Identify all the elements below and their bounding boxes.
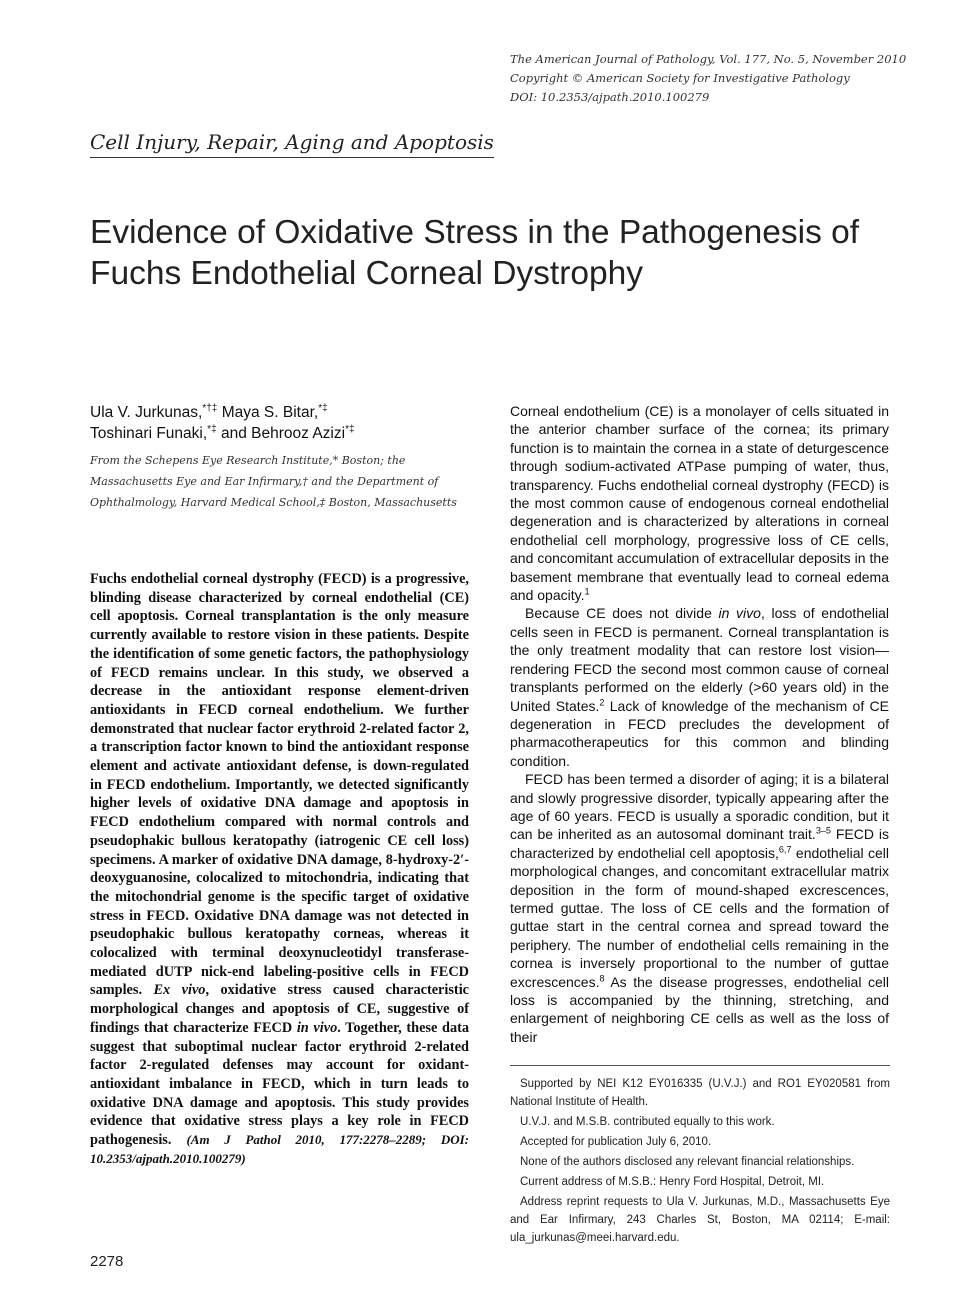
- author-name: Maya S. Bitar,: [217, 404, 319, 421]
- reference-marker: 3–5: [815, 825, 831, 836]
- journal-header: [510, 50, 950, 107]
- reference-marker: 8: [599, 972, 605, 983]
- paragraph-text: Because CE does not divide: [525, 605, 719, 622]
- paragraph-text: Corneal endothelium (CE) is a monolayer of cells situated in the anterior chamber surface of the cornea; its primary function is to maintain the cornea in a state of deturgescence through sodium-activated ATPase pumping of water, thus, transparency. Fuchs endothelial corneal dystrophy (FECD) is the most common cause of endogenous corneal endothelial degeneration and is characterized by alterations in corneal endothelial cell morphology, progressive loss of CE cells, and concomitant accumulation of extracellular deposits in the basement membrane that eventually lead to corneal edema and opacity.: [510, 403, 889, 604]
- journal-copyright: Copyright © American Society for Investigative Pathology: [510, 71, 850, 85]
- footnote-disclosure: None of the authors disclosed any relevant financial relationships.: [520, 1156, 855, 1168]
- journal-citation: The American Journal of Pathology, Vol. 177, No. 5, November 2010: [510, 52, 907, 66]
- footnote-contribution: U.V.J. and M.S.B. contributed equally to this work.: [520, 1116, 775, 1128]
- author-name: Toshinari Funaki,: [90, 425, 208, 442]
- abstract-text: . Together, these data suggest that suboptimal nuclear factor erythroid 2-related factor 2-regulated defenses may account for oxidant-antioxidant imbalance in FECD, which in turn leads to oxidative DNA damage and apoptosis. This study provides evidence that oxidative stress plays a key role in FECD pathogenesis.: [90, 1019, 469, 1149]
- abstract-italic-term: Ex vivo: [153, 982, 206, 999]
- author-name: Ula V. Jurkunas,: [90, 404, 203, 421]
- abstract-citation: (Am J Pathol 2010, 177:2278–2289; DOI: 10.2353/ajpath.2010.100279): [90, 1132, 469, 1166]
- page-number: 2278: [90, 1253, 124, 1270]
- paragraph-text: FECD is characterized by endothelial cell apoptosis,: [510, 826, 889, 861]
- journal-doi: DOI: 10.2353/ajpath.2010.100279: [510, 90, 710, 104]
- author-affiliation-marks: *‡: [207, 423, 217, 435]
- footnote-accepted: Accepted for publication July 6, 2010.: [520, 1136, 712, 1148]
- section-heading: Cell Injury, Repair, Aging and Apoptosis: [90, 130, 494, 158]
- body-text: [510, 402, 889, 1046]
- paragraph-text: Lack of knowledge of the mechanism of CE degeneration in FECD precludes the development of pharmacotherapeutics for this common and blinding condition.: [510, 697, 889, 769]
- footnote-divider: [510, 1065, 890, 1066]
- affiliations: From the Schepens Eye Research Institute,* Boston; the Massachusetts Eye and Ear Infirmary,† and the Department of Ophthalmology, Harvard Medical School,‡ Boston, Massachusetts: [90, 454, 457, 509]
- abstract: [90, 570, 469, 1169]
- author-affiliation-marks: *‡: [318, 402, 328, 414]
- author-name: and Behrooz Azizi: [216, 425, 346, 442]
- abstract-text: , oxidative stress caused characteristic morphological changes and apoptosis of CE, suggestive of findings that characterize FECD: [90, 982, 470, 1036]
- paragraph-text: FECD has been termed a disorder of aging; it is a bilateral and slowly progressive disorder, typically appearing after the age of 60 years. FECD is usually a sporadic condition, but it can be inherited as an autosomal dominant trait.: [510, 771, 889, 843]
- body-paragraph: [510, 770, 889, 1046]
- author-list: [90, 402, 500, 444]
- footnote-funding: Supported by NEI K12 EY016335 (U.V.J.) and RO1 EY020581 from National Institute of Health.: [510, 1078, 890, 1108]
- article-title: Evidence of Oxidative Stress in the Pathogenesis of Fuchs Endothelial Corneal Dystrophy: [90, 214, 860, 292]
- body-paragraph: [510, 402, 889, 604]
- author-affiliation-marks: *‡: [345, 423, 355, 435]
- paragraph-text: As the disease progresses, endothelial cell loss is accompanied by the thinning, stretching, and enlargement of neighboring CE cells as well as the loss of their: [510, 973, 889, 1045]
- footnote-current-address: Current address of M.S.B.: Henry Ford Hospital, Detroit, MI.: [520, 1176, 825, 1188]
- paragraph-text: endothelial cell morphological changes, and concomitant extracellular matrix deposition in the form of mound-shaped excrescences, termed guttae. The loss of CE cells and the formation of guttae start in the central cornea and spread toward the periphery. The number of endothelial cells remaining in the cornea is inversely proportional to the number of guttae excrescences.: [510, 844, 890, 990]
- abstract-text: Fuchs endothelial corneal dystrophy (FECD) is a progressive, blinding disease characterized by corneal endothelial (CE) cell apoptosis. Corneal transplantation is the only measure currently available to restore vision in these patients. Despite the identification of some genetic factors, the pathophysiology of FECD remains unclear. In this study, we observed a decrease in the antioxidant response element-driven antioxidants in FECD corneal endothelium. We further demonstrated that nuclear factor erythroid 2-related factor 2, a transcription factor known to bind the antioxidant response element and activate antioxidant defense, is down-regulated in FECD endothelium. Importantly, we detected significantly higher levels of oxidative DNA damage and apoptosis in FECD endothelium compared with normal controls and pseudophakic bullous keratopathy (iatrogenic CE cell loss) specimens. A marker of oxidative DNA damage, 8-hydroxy-2′-deoxyguanosine, colocalized to mitochondria, indicating that the mitochondrial genome is the specific target of oxidative stress in FECD. Oxidative DNA damage was not detected in pseudophakic bullous keratopathy corneas, whereas it colocalized with terminal deoxynucleotidyl transferase-mediated dUTP nick-end labeling-positive cells in FECD samples.: [90, 571, 469, 999]
- italic-term: in vivo: [718, 605, 761, 622]
- footnotes: [510, 1075, 890, 1249]
- author-affiliation-marks: *†‡: [202, 402, 218, 414]
- body-paragraph: [510, 604, 889, 770]
- reference-marker: 1: [584, 586, 590, 597]
- footnote-reprint-address: Address reprint requests to Ula V. Jurkunas, M.D., Massachusetts Eye and Ear Infirmary, 243 Charles St, Boston, MA 02114; E-mail: ula_jurkunas@meei.harvard.edu.: [510, 1196, 890, 1244]
- reference-marker: 2: [599, 696, 605, 707]
- paragraph-text: , loss of endothelial cells seen in FECD is permanent. Corneal transplantation is the only treatment modality that can restore lost vision—rendering FECD the second most common cause of corneal transplants performed on the elderly (>60 years old) in the United States.: [510, 605, 890, 714]
- reference-marker: 6,7: [778, 844, 792, 855]
- abstract-italic-term: in vivo: [296, 1019, 338, 1036]
